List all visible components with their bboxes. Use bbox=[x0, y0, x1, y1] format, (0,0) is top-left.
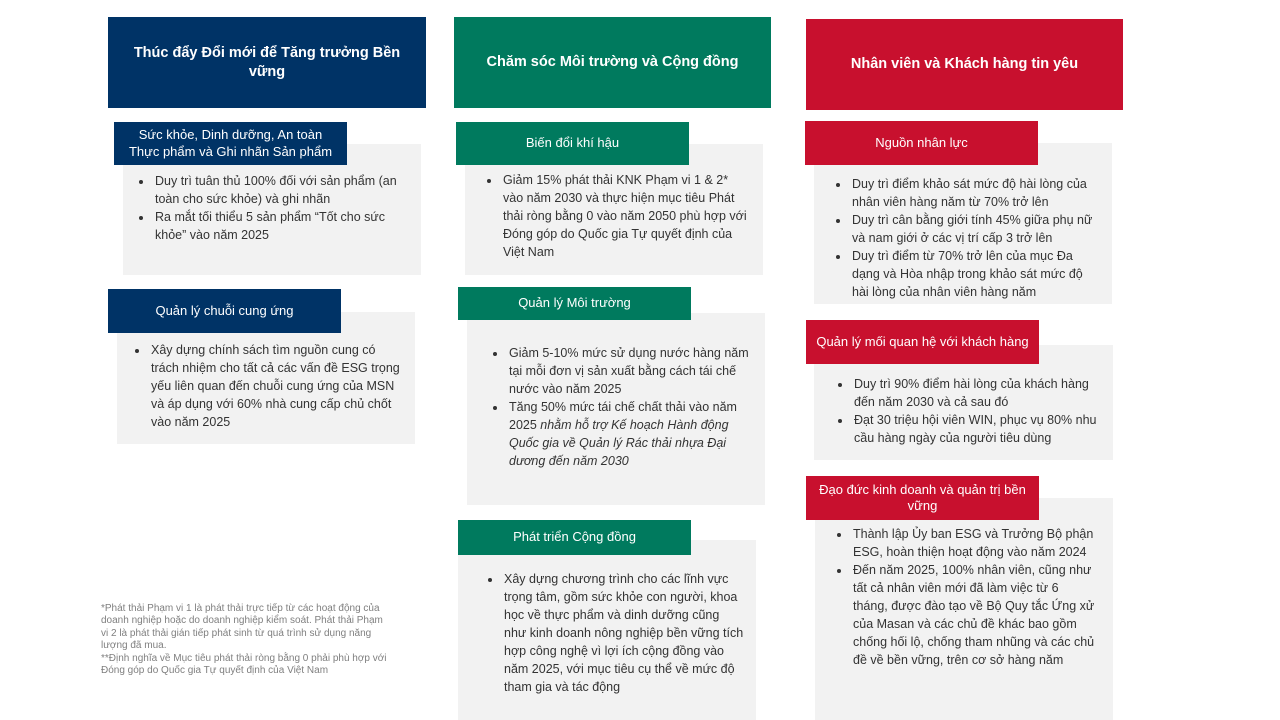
col2-section3-list bbox=[486, 570, 744, 696]
col3-section3-list bbox=[835, 525, 1095, 669]
list-item: • Duy trì 90% điểm hài lòng của khách hàng đến năm 2030 và cả sau đó bbox=[852, 375, 1111, 411]
col3-section1-list bbox=[834, 175, 1102, 301]
col2-section2-box bbox=[467, 313, 765, 505]
col1-header bbox=[108, 17, 426, 108]
list-item: • Tăng 50% mức tái chế chất thải vào năm 2025 nhằm hỗ trợ Kế hoạch Hành động Quốc gia về Quản lý Rác thải nhựa Đại dương đến năm 2030 bbox=[507, 398, 761, 470]
col2-section2-list bbox=[491, 344, 761, 470]
col2-header-text: Chăm sóc Môi trường và Cộng đồng bbox=[486, 54, 739, 71]
col2-section2-title: Quản lý Môi trường bbox=[458, 287, 691, 320]
col1-section1-list bbox=[137, 172, 411, 244]
col1-section2-list bbox=[133, 341, 401, 431]
list-item: • Duy trì tuân thủ 100% đối với sản phẩm (an toàn cho sức khỏe) và ghi nhãn bbox=[153, 172, 411, 208]
list-item: • Duy trì cân bằng giới tính 45% giữa phụ nữ và nam giới ở các vị trí cấp 3 trở lên bbox=[850, 211, 1102, 247]
col2-section3-box bbox=[458, 540, 756, 720]
col1-section2-title: Quản lý chuỗi cung ứng bbox=[108, 289, 341, 333]
col3-section2-title: Quản lý mối quan hệ với khách hàng bbox=[806, 320, 1039, 364]
col3-header-text: Nhân viên và Khách hàng tin yêu bbox=[850, 56, 1079, 73]
list-item: • Duy trì điểm khảo sát mức độ hài lòng của nhân viên hàng năm từ 70% trở lên bbox=[850, 175, 1102, 211]
col1-header-text: Thúc đẩy Đổi mới để Tăng trưởng Bền vững bbox=[133, 44, 401, 80]
col1-section1-title: Sức khỏe, Dinh dưỡng, An toàn Thực phẩm và Ghi nhãn Sản phẩm bbox=[114, 122, 347, 165]
col3-header bbox=[806, 19, 1123, 110]
col2-section1-list bbox=[485, 171, 751, 261]
list-item: • Duy trì điểm từ 70% trở lên của mục Đa dạng và Hòa nhập trong khảo sát mức độ hài lòng của nhân viên hàng năm bbox=[850, 247, 1102, 301]
list-item: • Ra mắt tối thiểu 5 sản phẩm “Tốt cho sức khỏe” vào năm 2025 bbox=[153, 208, 411, 244]
list-item: • Xây dựng chính sách tìm nguồn cung có trách nhiệm cho tất cả các vấn đề ESG trọng yếu liên quan đến chuỗi cung ứng của MSN và áp dụng với 60% nhà cung cấp chủ chốt vào năm 2025 bbox=[149, 341, 401, 431]
col2-header bbox=[454, 17, 771, 108]
list-item: • Đạt 30 triệu hội viên WIN, phục vụ 80% nhu cầu hàng ngày của người tiêu dùng bbox=[852, 411, 1111, 447]
col3-section1-box bbox=[814, 143, 1112, 304]
col3-section3-title: Đạo đức kinh doanh và quản trị bền vững bbox=[806, 476, 1039, 520]
list-item: • Đến năm 2025, 100% nhân viên, cũng như tất cả nhân viên mới đã làm việc từ 6 tháng, được đào tạo về Bộ Quy tắc Ứng xử của Masan và các chủ đề khác bao gồm chống hối lộ, chống tham nhũng và các chủ đề về bền vững, trên cơ sở hàng năm bbox=[851, 561, 1095, 669]
list-item: • Giảm 15% phát thải KNK Phạm vi 1 & 2* vào năm 2030 và thực hiện mục tiêu Phát thải ròng bằng 0 vào năm 2050 phù hợp với Đóng góp do Quốc gia Tự quyết định của Việt Nam bbox=[501, 171, 751, 261]
list-item: • Thành lập Ủy ban ESG và Trưởng Bộ phận ESG, hoàn thiện hoạt động vào năm 2024 bbox=[851, 525, 1095, 561]
col3-section3-box bbox=[815, 498, 1113, 720]
col2-section3-title: Phát triển Cộng đồng bbox=[458, 520, 691, 555]
col2-section1-title: Biến đổi khí hậu bbox=[456, 122, 689, 165]
list-item: • Giảm 5-10% mức sử dụng nước hàng năm tại mỗi đơn vị sản xuất bằng cách tái chế nước vào năm 2025 bbox=[507, 344, 761, 398]
footnote: *Phát thải Phạm vi 1 là phát thải trực tiếp từ các hoạt động của doanh nghiệp hoặc do doanh nghiệp kiểm soát. Phát thải Phạm vi 2 là phát thải gián tiếp phát sinh từ quá trình sử dụng năng lượng đã mua. **Định nghĩa về Mục tiêu phát thải ròng bằng 0 phải phù hợp với Đóng góp do Quốc gia Tự quyết định của Việt Nam bbox=[101, 603, 387, 677]
list-item: • Xây dựng chương trình cho các lĩnh vực trọng tâm, gồm sức khỏe con người, khoa học về thực phẩm và dinh dưỡng cũng như kinh doanh nông nghiệp bền vững tích hợp công nghệ vì lợi ích cộng đồng vào năm 2025, với mục tiêu cụ thể về mức độ tham gia và tác động bbox=[502, 570, 744, 696]
col3-section1-title: Nguồn nhân lực bbox=[805, 121, 1038, 165]
col3-section2-list bbox=[836, 375, 1111, 447]
